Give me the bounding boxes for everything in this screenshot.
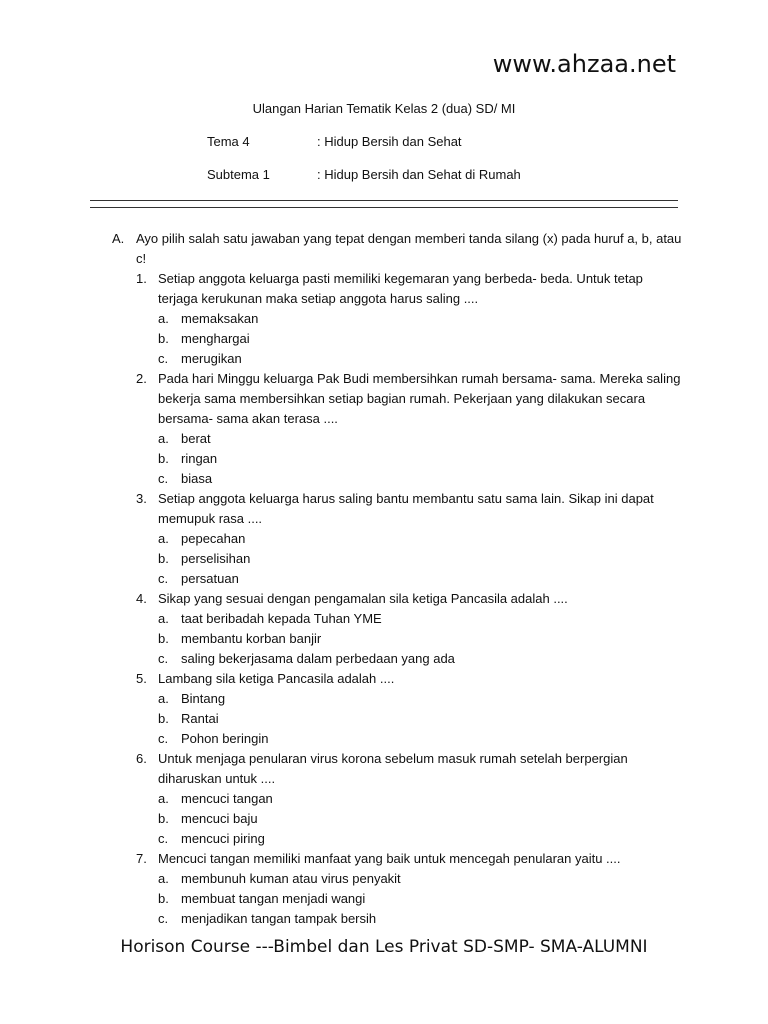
option-text: berat	[181, 431, 211, 446]
section-instruction	[112, 229, 682, 269]
option-text: Pohon beringin	[181, 731, 269, 746]
answer-option	[158, 829, 682, 849]
answer-option	[158, 569, 682, 589]
section-letter: A.	[112, 231, 125, 246]
question-text: Untuk menjaga penularan virus korona sebelum masuk rumah setelah berpergian diharuskan untuk ....	[158, 751, 628, 786]
answer-option	[158, 469, 682, 489]
option-text: biasa	[181, 471, 213, 486]
answer-option	[158, 709, 682, 729]
option-text: membantu korban banjir	[181, 631, 322, 646]
option-text: merugikan	[181, 351, 242, 366]
question-body	[158, 749, 682, 849]
question-number: 1.	[136, 271, 147, 286]
meta-value: : Hidup Bersih dan Sehat	[317, 134, 462, 149]
question-text: Lambang sila ketiga Pancasila adalah ....	[158, 671, 395, 686]
option-letter: a.	[158, 611, 169, 626]
answer-option	[158, 309, 682, 329]
option-letter: b.	[158, 891, 169, 906]
question-number: 5.	[136, 671, 147, 686]
section-a	[112, 229, 682, 929]
footer-text: Horison Course ---Bimbel dan Les Privat SD-SMP- SMA-ALUMNI	[120, 937, 648, 957]
question-number: 4.	[136, 591, 147, 606]
meta-row-subtema	[207, 167, 521, 182]
option-letter: a.	[158, 311, 169, 326]
document-title: Ulangan Harian Tematik Kelas 2 (dua) SD/ MI	[252, 101, 516, 116]
option-letter: c.	[158, 351, 169, 366]
option-letter: b.	[158, 711, 169, 726]
answer-option	[158, 609, 682, 629]
option-text: menjadikan tangan tampak bersih	[181, 911, 377, 926]
question-item	[136, 749, 682, 849]
question-body	[158, 589, 682, 669]
question-body	[158, 489, 682, 589]
answer-option	[158, 689, 682, 709]
option-letter: a.	[158, 431, 169, 446]
question-text: Pada hari Minggu keluarga Pak Budi membersihkan rumah bersama- sama. Mereka saling bekerja sama membersihkan setiap bagian rumah. Pekerjaan yang dilakukan secara bersama- sama akan terasa ....	[158, 371, 681, 426]
question-item	[136, 489, 682, 589]
answer-option	[158, 909, 682, 929]
answer-option	[158, 449, 682, 469]
option-text: saling bekerjasama dalam perbedaan yang ada	[181, 651, 455, 666]
option-text: membuat tangan menjadi wangi	[181, 891, 366, 906]
option-letter: c.	[158, 571, 169, 586]
option-text: Rantai	[181, 711, 219, 726]
answer-option	[158, 729, 682, 749]
question-number: 6.	[136, 751, 147, 766]
option-letter: a.	[158, 871, 169, 886]
option-text: mencuci piring	[181, 831, 265, 846]
option-letter: c.	[158, 471, 169, 486]
answer-option	[158, 529, 682, 549]
option-text: pepecahan	[181, 531, 246, 546]
option-letter: c.	[158, 731, 169, 746]
question-body	[158, 369, 682, 489]
answer-option	[158, 349, 682, 369]
question-number: 2.	[136, 371, 147, 386]
question-text: Setiap anggota keluarga harus saling bantu membantu satu sama lain. Sikap ini dapat memupuk rasa ....	[158, 491, 654, 526]
question-item	[136, 369, 682, 489]
question-item	[136, 849, 682, 929]
option-letter: a.	[158, 791, 169, 806]
meta-value: : Hidup Bersih dan Sehat di Rumah	[317, 167, 521, 182]
meta-label: Subtema 1	[207, 167, 270, 182]
option-text: ringan	[181, 451, 218, 466]
question-list	[112, 269, 682, 929]
question-body	[158, 269, 682, 369]
question-body	[158, 849, 682, 929]
option-letter: c.	[158, 911, 169, 926]
answer-option	[158, 809, 682, 829]
question-item	[136, 589, 682, 669]
question-text: Mencuci tangan memiliki manfaat yang baik untuk mencegah penularan yaitu ....	[158, 851, 621, 866]
option-text: Bintang	[181, 691, 226, 706]
instruction-text: Ayo pilih salah satu jawaban yang tepat dengan memberi tanda silang (x) pada huruf a, b, atau c!	[136, 231, 682, 266]
option-letter: b.	[158, 811, 169, 826]
answer-option	[158, 889, 682, 909]
question-number: 7.	[136, 851, 147, 866]
option-letter: a.	[158, 691, 169, 706]
answer-option	[158, 549, 682, 569]
option-text: mencuci tangan	[181, 791, 273, 806]
option-text: membunuh kuman atau virus penyakit	[181, 871, 401, 886]
meta-row-tema	[207, 134, 462, 149]
answer-option	[158, 329, 682, 349]
option-text: perselisihan	[181, 551, 251, 566]
site-watermark: www.ahzaa.net	[492, 50, 676, 78]
option-letter: c.	[158, 651, 169, 666]
option-letter: a.	[158, 531, 169, 546]
separator-line	[90, 200, 678, 208]
question-item	[136, 269, 682, 369]
option-letter: b.	[158, 451, 169, 466]
question-item	[136, 669, 682, 749]
option-text: menghargai	[181, 331, 250, 346]
option-letter: b.	[158, 331, 169, 346]
option-text: persatuan	[181, 571, 239, 586]
answer-option	[158, 429, 682, 449]
question-number: 3.	[136, 491, 147, 506]
answer-option	[158, 649, 682, 669]
option-letter: b.	[158, 551, 169, 566]
meta-label: Tema 4	[207, 134, 250, 149]
answer-option	[158, 789, 682, 809]
option-letter: b.	[158, 631, 169, 646]
question-body	[158, 669, 682, 749]
option-letter: c.	[158, 831, 169, 846]
option-text: memaksakan	[181, 311, 259, 326]
answer-option	[158, 869, 682, 889]
option-text: mencuci baju	[181, 811, 258, 826]
question-text: Sikap yang sesuai dengan pengamalan sila ketiga Pancasila adalah ....	[158, 591, 568, 606]
question-text: Setiap anggota keluarga pasti memiliki kegemaran yang berbeda- beda. Untuk tetap terjaga kerukunan maka setiap anggota harus saling ....	[158, 271, 643, 306]
option-text: taat beribadah kepada Tuhan YME	[181, 611, 382, 626]
answer-option	[158, 629, 682, 649]
